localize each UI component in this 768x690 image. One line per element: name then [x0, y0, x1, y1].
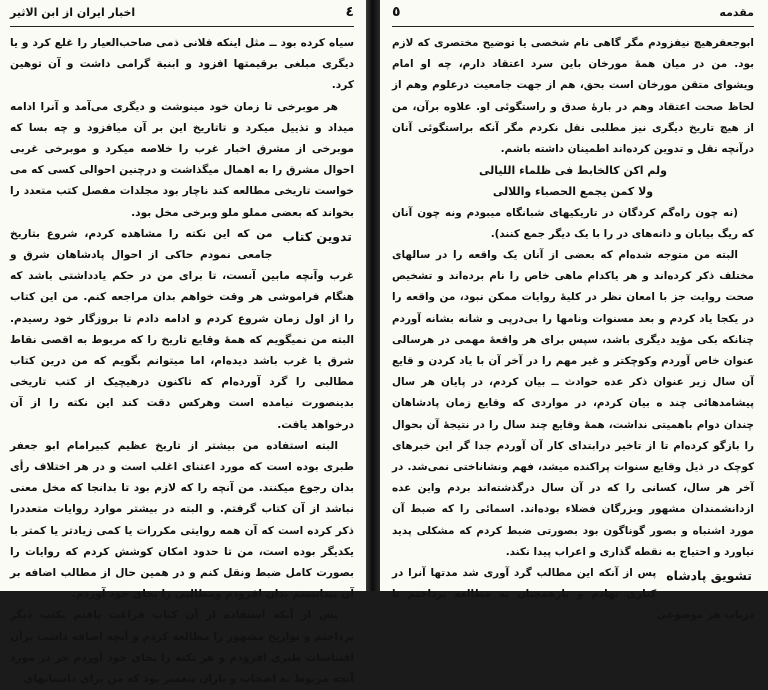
left-book-page	[0, 0, 366, 686]
right-book-page	[380, 0, 768, 622]
body-text	[10, 33, 354, 690]
header-title: اخبار ایران از ابن الاثیر	[10, 6, 136, 19]
paragraph: (نه چون راه‌گم کردگان در تاریکیهای شبانگاه میبودم ونه چون آنان که ریگ بیابان و دانه‌های در را با یک دیگر جمع کنند).	[392, 206, 754, 240]
paragraph: هر موبرخی تا زمان خود مینوشت و دیگری می‌آمد و آنرا ادامه میداد و تذییل میکرد و تاتاریخ این بر آن میافزود و چه بسا که موبرخی از مشرق اخبار غرب را خلاصه میکرد و موبرخی غربی احوال مشرق را به اهمال میگذاشت و درچنین احوالی کسی که می خواست تاریخی مطالعه کند ناچار بود مجلدات مفصل کتب متعدد را بخواند که بعضی مملو ملو وبرخی مخل بود.	[10, 100, 354, 219]
paragraph: البته استفاده من بیشتر از تاریخ عظیم کبیرامام ابو جعفر طبری بوده است که مورد اعتنای اغلب است و در هر اختلاف رأی بدان رجوع میکنند. من آنچه را که لازم بود تا بدانجا که مخل معنی نباشد از آن کتاب گرفتم. و البته در بیشتر موارد روایات متعددرا ذکر کرده است که آن همه روایتی مکررات یا کمی زیادتر یا کمتر با یکدیگر بوده است، من تا حدود امکان کوشش کردم که روایات را بصورت کامل ضبط ونقل کنم و در همین حال از مطالب اضافه بر آن بیدانستم بدان افزودم ومطالبی را بجای خود آوردم.	[10, 439, 354, 601]
running-header	[10, 4, 354, 27]
arabic-verse: ولم اکن کالخابط فی ظلماء اللیالی	[478, 164, 667, 178]
arabic-verse: ولا کمن یجمع الحصباء واللالی	[492, 185, 654, 199]
page-number: ٥	[392, 4, 401, 20]
header-title: مقدمه	[719, 6, 754, 19]
paragraph: سیاه کرده بود ــ مثل اینکه فلانی ذمی صاحب‌العیار را غلع کرد و یا دیگری مبلغی برقیمتها افزود و ابنیة گرامی داشت و آن توهین کرد.	[10, 37, 354, 92]
page-number: ٤	[345, 4, 354, 20]
section-heading: تشویق پادشاه	[666, 568, 752, 584]
paragraph: پس از آنکه استفاده از آن کتاب فراغت یافتم بکتب دیگر پرداختم و تواریخ مشهور را مطالعه کردم و آنچه اضافه داشت برآن اقتباسات طبری افزودم و هر نکته را بجای خود آوردم جز در مورد آنچه مربوط به اصحاب و یاران پیغمبر بود که من برای داستانهای	[10, 609, 354, 686]
paragraph: من که این نکته را مشاهده کردم، شروع بتاریخ جامعی نمودم حاکی از احوال پادشاهان شرق و غرب وآنچه مابین آنست، تا برای من در حکم یادداشتی باشد که هنگام فراموشی هر وقت خواهم بدان مراجعه کنم. من این کتاب را از اول زمان شروع کردم و ادامه دادم تا بروزگار خود رسیدم. البته من نمیگویم که همهٔ وقایع تاریخ را که مربوط به اقصی نقاط شرق یا غرب باشد دیده‌ام، اما میتوانم بگویم که من درین کتاب مطالبی را گرد آورده‌ام که تاکنون درهیچیک از کتب تاریخی بدینصورت نیامده است وهرکس دقت کند این نکته را از آن درخواهد یافت.	[10, 227, 354, 431]
body-text	[392, 33, 754, 627]
paragraph: پس از آنکه این مطالب گرد آوری شد مدتها آنرا در کناری نهادم و بازهمچنان به مطالعه پرداختم تا درباب هر موضوعی	[392, 567, 754, 622]
paragraph: البته من متوجه شده‌ام که بعضی از آنان یک واقعه را در سالهای مختلف ذکر کرده‌اند و هر یاکدام ماهی خاص را نام برده‌اند و تشخیص صحت روایت جز با امعان نظر در کلیهٔ روایات ممکن نبود، من واقعه را در یکجا یاد کردم و بعد مسنوات ونامها را بی‌درپی و شانه بشانه آوردم چنانکه بکی مؤید دیگری باشد، سپس برای هر واقعهٔ مهمی در هرسالی عنوان خاص آوردم وکوچکتر و غیر مهم را در آخر آن با یاد کردن و قایع آن سال زیر عنوان ذکر عده حوادث ــ بیان کردم، در پایان هر سال پیشامدهائی چند ه بیان کردم، در مواردی که وقایع زمان پادشاهان چندان دوام باهمیتی نداشت، همهٔ وقایع چند سال را در نتیجهٔ آن بحوال را بازگو کرده‌ام تا از تاخیر درابتدای کار آن آوردم جدا گر این خبرهای کوچک در ذیل وقایع سنوات پراکنده میشد، فهم ونشاناختی نمی‌شد. در آخر هر سال، کسانی را که در آن سال درگذشته‌اند بردم واین عده ازدانشمندان مشهور وبزرگان فضلاء بوده‌اند. اسمائی را که ضبط آن مورد اشتباه و بصور گوناگون بود بصورتی ضبط کردم که مشکلی پدید نیاورد و احتیاج به نقطه گذاری و اعراب پیدا نکند.	[392, 249, 754, 558]
section-heading: تدوین کتاب	[282, 228, 352, 244]
running-header	[392, 4, 754, 27]
book-gutter	[366, 0, 380, 591]
paragraph: ابوجعفرهیچ نیفزودم مگر گاهی نام شخصی یا توضیح مختصری که لازم بود. من در میان همهٔ مورخان باین سرد اعتقاد دارم، چه او امام ویشوای متقن مورخان است بحق، هم از جهت جامعیت درعلوم وهم از لحاظ صحت اعتقاد وهم در بارهٔ صدق و راستگوئی او. علاوه برآن، من از هیچ تاریخ دیگری نیز مطلبی نقل نکردم مگر آنکه براستگوئی آنان درآنچه نقل و تدوین کرده‌اند اطمینان داشته باشم.	[392, 37, 754, 156]
